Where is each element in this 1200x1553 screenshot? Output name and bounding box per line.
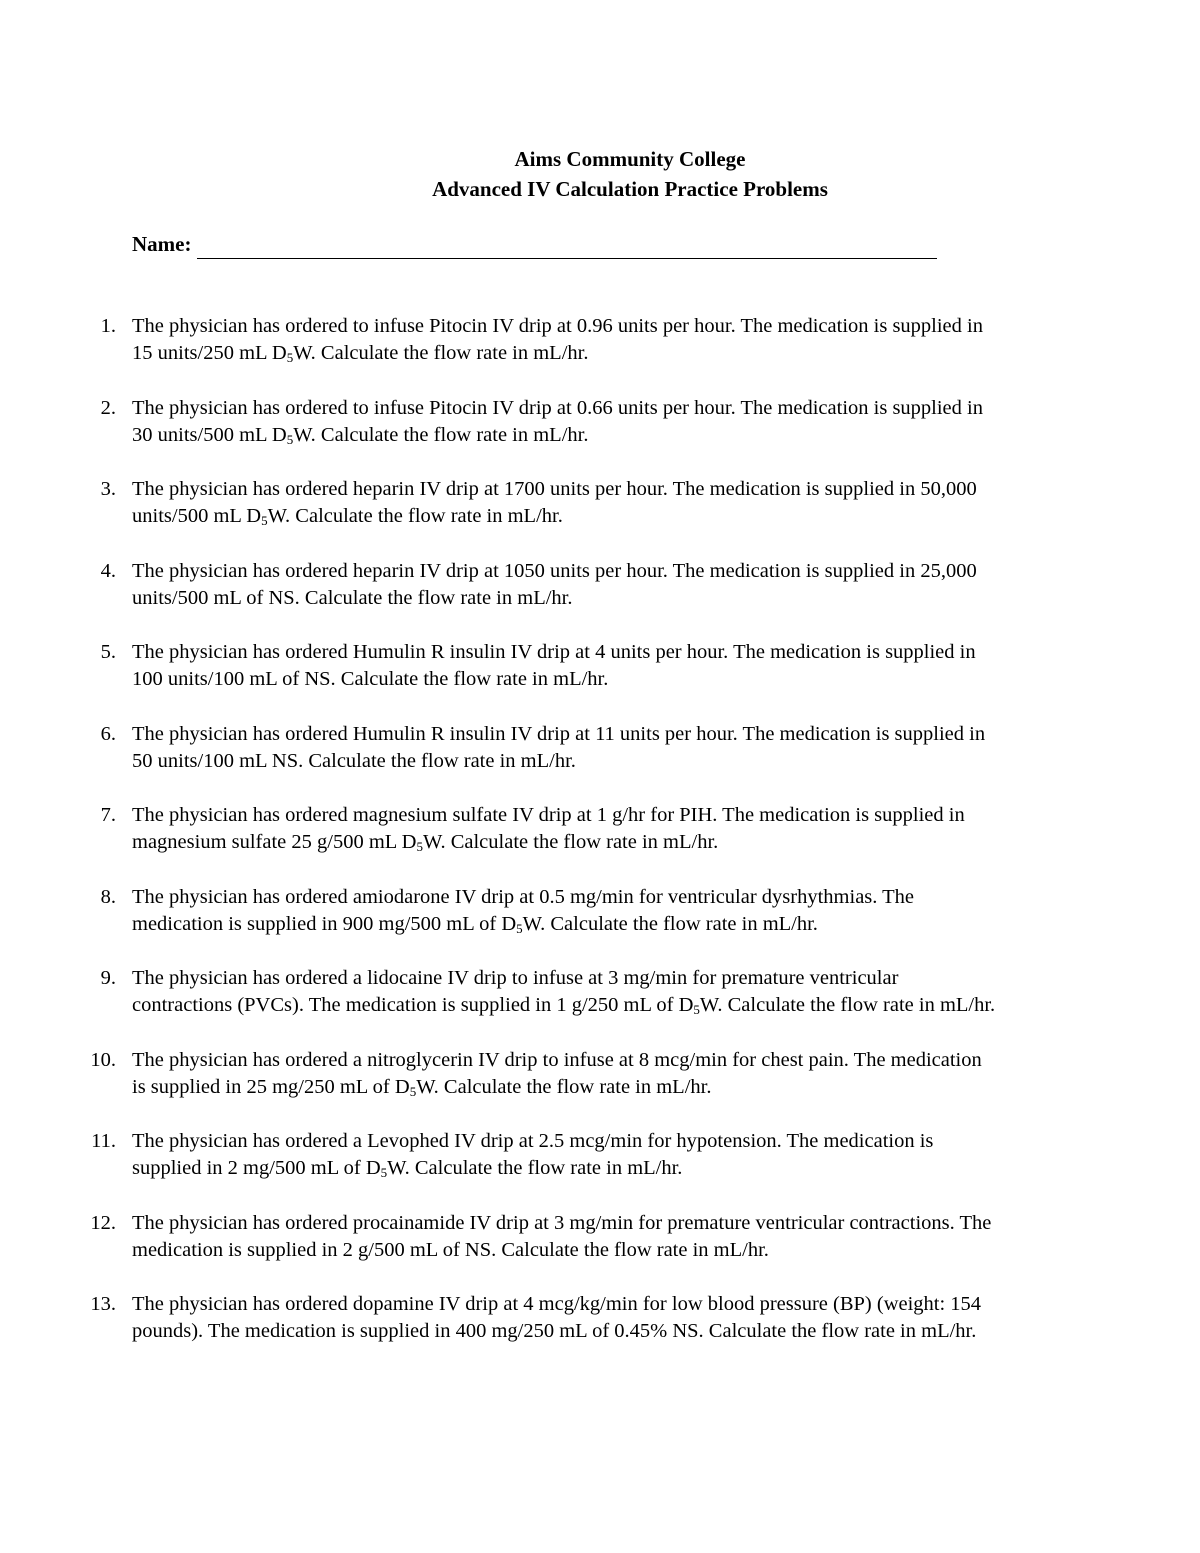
problem-number: 12. xyxy=(90,1211,116,1234)
problem-line-1: The physician has ordered to infuse Pitocin IV drip at 0.66 units per hour. The medication is supplied in xyxy=(132,396,983,419)
problem-line-2: 15 units/250 mL D xyxy=(132,342,287,364)
worksheet-title: Advanced IV Calculation Practice Problems xyxy=(432,177,828,201)
problem-item xyxy=(0,884,1200,938)
problem-number: 3. xyxy=(100,478,116,500)
subscript-number: 5 xyxy=(409,1083,417,1099)
problem-line-1: The physician has ordered procainamide IV drip at 3 mg/min for premature ventricular contractions. The xyxy=(132,1211,992,1234)
name-field xyxy=(132,229,937,259)
problem-line-1: The physician has ordered to infuse Pitocin IV drip at 0.96 units per hour. The medication is supplied in xyxy=(132,315,983,337)
problem-text xyxy=(132,1128,1134,1182)
problem-number: 1. xyxy=(100,315,116,337)
subscript-number: 5 xyxy=(380,1165,388,1180)
problem-item xyxy=(0,1128,1200,1182)
problem-number: 9. xyxy=(100,967,116,989)
problem-line-2: is supplied in 25 mg/250 mL of D xyxy=(132,1075,410,1098)
problem-number: 4. xyxy=(100,559,116,582)
problem-text xyxy=(132,1047,1134,1101)
problem-line-2: units/500 mL of NS. Calculate the flow rate in mL/hr. xyxy=(132,586,573,609)
problem-item xyxy=(0,313,1200,367)
problem-line-2: 30 units/500 mL D xyxy=(132,423,287,446)
problem-line-1: The physician has ordered a nitroglycerin IV drip to infuse at 8 mcg/min for chest pain. The medication xyxy=(132,1048,982,1071)
problem-line-2: 100 units/100 mL of NS. Calculate the flow rate in mL/hr. xyxy=(132,668,609,690)
problem-line-2: medication is supplied in 900 mg/500 mL of D xyxy=(132,912,517,935)
name-blank-line[interactable] xyxy=(197,236,937,259)
problem-number: 5. xyxy=(100,641,116,663)
problem-line-1: The physician has ordered dopamine IV drip at 4 mcg/kg/min for low blood pressure (BP) (weight: 154 xyxy=(132,1293,982,1315)
problem-number: 2. xyxy=(100,396,116,419)
problem-number: 7. xyxy=(100,804,116,826)
problem-line-1: The physician has ordered Humulin R insulin IV drip at 4 units per hour. The medication is supplied in xyxy=(132,641,976,663)
problem-text xyxy=(132,1291,1134,1345)
problem-line-1: The physician has ordered a Levophed IV drip at 2.5 mcg/min for hypotension. The medication is xyxy=(132,1130,934,1152)
problem-text xyxy=(132,884,1134,938)
problem-line-1: The physician has ordered heparin IV drip at 1050 units per hour. The medication is supplied in 25,000 xyxy=(132,559,977,582)
problem-item xyxy=(0,1047,1200,1101)
problem-line-2-end: W. Calculate the flow rate in mL/hr. xyxy=(267,505,563,527)
problem-text xyxy=(132,1210,1134,1264)
problem-text xyxy=(132,965,1134,1019)
problem-line-2: units/500 mL D xyxy=(132,505,262,527)
problem-text xyxy=(132,639,1134,693)
problem-item xyxy=(0,639,1200,693)
problem-line-2-end: W. Calculate the flow rate in mL/hr. xyxy=(293,423,589,446)
problem-item xyxy=(0,965,1200,1019)
problem-text xyxy=(132,802,1134,856)
document-header xyxy=(0,144,1200,204)
problem-line-1: The physician has ordered a lidocaine IV drip to infuse at 3 mg/min for premature ventricular xyxy=(132,967,899,989)
problem-text xyxy=(132,395,1134,449)
problem-number: 6. xyxy=(100,722,116,745)
college-name: Aims Community College xyxy=(514,147,746,171)
problem-line-2-end: W. Calculate the flow rate in mL/hr. xyxy=(423,831,719,853)
subscript-number: 5 xyxy=(416,839,423,854)
problem-number: 11. xyxy=(91,1130,116,1152)
problem-number: 8. xyxy=(100,885,116,908)
problem-line-2-end: W. Calculate the flow rate in mL/hr. xyxy=(293,342,589,364)
problem-line-1: The physician has ordered amiodarone IV drip at 0.5 mg/min for ventricular dysrhythmias. The xyxy=(132,885,915,908)
problem-item xyxy=(0,395,1200,449)
problem-number: 13. xyxy=(90,1293,116,1315)
problem-number: 10. xyxy=(90,1048,116,1071)
problem-text xyxy=(132,313,1134,367)
subscript-number: 5 xyxy=(516,920,523,936)
problem-item xyxy=(0,1291,1200,1345)
problem-text xyxy=(132,721,1134,775)
subscript-number: 5 xyxy=(693,1002,700,1017)
problem-line-2: contractions (PVCs). The medication is supplied in 1 g/250 mL of D xyxy=(132,994,694,1016)
problem-line-2: medication is supplied in 2 g/500 mL of NS. Calculate the flow rate in mL/hr. xyxy=(132,1238,769,1261)
problem-line-2-end: W. Calculate the flow rate in mL/hr. xyxy=(522,912,818,935)
problem-item xyxy=(0,558,1200,612)
problem-line-2: 50 units/100 mL NS. Calculate the flow rate in mL/hr. xyxy=(132,749,576,772)
subscript-number: 5 xyxy=(261,513,268,528)
problem-item xyxy=(0,802,1200,856)
problem-line-2: magnesium sulfate 25 g/500 mL D xyxy=(132,831,417,853)
problem-item xyxy=(0,1210,1200,1264)
problem-text xyxy=(132,476,1134,530)
problem-item xyxy=(0,721,1200,775)
problem-list xyxy=(0,313,1200,1373)
problem-line-1: The physician has ordered Humulin R insulin IV drip at 11 units per hour. The medication is supplied in xyxy=(132,722,986,745)
name-label: Name: xyxy=(132,232,192,256)
problem-line-1: The physician has ordered magnesium sulfate IV drip at 1 g/hr for PIH. The medication is supplied in xyxy=(132,804,965,826)
problem-line-2-end: W. Calculate the flow rate in mL/hr. xyxy=(416,1075,712,1098)
subscript-number: 5 xyxy=(286,431,294,447)
problem-line-2: pounds). The medication is supplied in 400 mg/250 mL of 0.45% NS. Calculate the flow rate in mL/hr. xyxy=(132,1320,977,1342)
subscript-number: 5 xyxy=(286,350,294,365)
problem-line-2-end: W. Calculate the flow rate in mL/hr. xyxy=(699,994,996,1016)
problem-line-2: supplied in 2 mg/500 mL of D xyxy=(132,1157,381,1179)
problem-item xyxy=(0,476,1200,530)
problem-line-2-end: W. Calculate the flow rate in mL/hr. xyxy=(387,1157,683,1179)
problem-line-1: The physician has ordered heparin IV drip at 1700 units per hour. The medication is supplied in 50,000 xyxy=(132,478,977,500)
problem-text xyxy=(132,558,1134,612)
